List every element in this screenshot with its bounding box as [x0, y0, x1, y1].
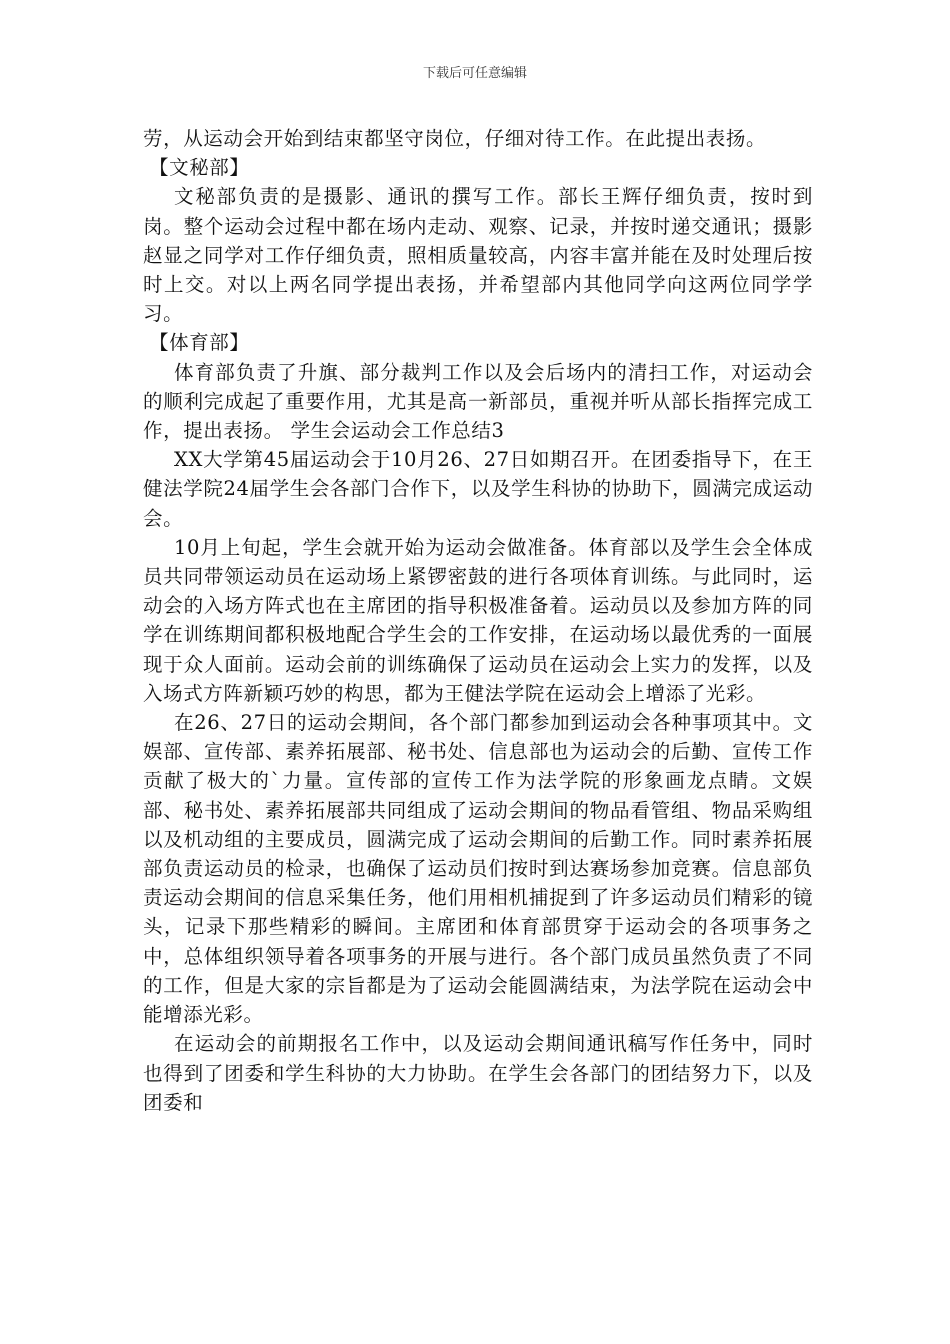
paragraph-registration: 在运动会的前期报名工作中，以及运动会期间通讯稿写作任务中，同时也得到了团委和学生科协的大力协助。在学生会各部门的团结努力下，以及团委和 [143, 1032, 813, 1114]
paragraph-continuation: 劳，从运动会开始到结束都坚守岗位，仔细对待工作。在此提出表扬。 [143, 127, 767, 150]
section-heading-wenmi: 【文秘部】 [149, 156, 250, 180]
paragraph-during-meet: 在26、27日的运动会期间，各个部门都参加到运动会各种事项其中。文娱部、宣传部、素养拓展部、秘书处、信息部也为运动会的后勤、宣传工作贡献了极大的`力量。宣传部的宣传工作为法学院的形象画龙点睛。文娱部、秘书处、素养拓展部共同组成了运动会期间的物品看管组、物品采购组以及机动组的主要成员，圆满完成了运动会期间的后勤工作。同时素养拓展部负责运动员的检录，也确保了运动员们按时到达赛场参加竞赛。信息部负责运动会期间的信息采集任务，他们用相机捕捉到了许多运动员们精彩的镜头，记录下那些精彩的瞬间。主席团和体育部贯穿于运动会的各项事务之中，总体组织领导着各项事务的开展与进行。各个部门成员虽然负责了不同的工作，但是大家的宗旨都是为了运动会能圆满结束，为法学院在运动会中能增添光彩。 [143, 711, 813, 1027]
paragraph-preparation: 10月上旬起，学生会就开始为运动会做准备。体育部以及学生会全体成员共同带领运动员在运动场上紧锣密鼓的进行各项体育训练。与此同时，运动会的入场方阵式也在主席团的指导积极准备着。运动员以及参加方阵的同学在训练期间都积极地配合学生会的工作安排，在运动场以最优秀的一面展现于众人面前。运动会前的训练确保了运动员在运动会上实力的发挥，以及入场式方阵新颖巧妙的构思，都为王健法学院在运动会上增添了光彩。 [143, 535, 813, 705]
paragraph-tiyu: 体育部负责了升旗、部分裁判工作以及会后场内的清扫工作，对运动会的顺利完成起了重要作用，尤其是高一新部员，重视并听从部长指挥完成工作，提出表扬。 学生会运动会工作总结3 [143, 360, 813, 443]
section-heading-tiyu: 【体育部】 [149, 331, 250, 355]
paragraph-wenmi: 文秘部负责的是摄影、通讯的撰写工作。部长王辉仔细负责，按时到岗。整个运动会过程中都在场内走动、观察、记录，并按时递交通讯；摄影赵显之同学对工作仔细负责，照相质量较高，内容丰富并能在及时处理后按时上交。对以上两名同学提出表扬，并希望部内其他同学向这两位同学学习。 [143, 185, 813, 326]
paragraph-intro: XX大学第45届运动会于10月26、27日如期召开。在团委指导下，在王健法学院24届学生会各部门合作下，以及学生科协的协助下，圆满完成运动会。 [143, 448, 813, 530]
page-header-note: 下载后可任意编辑 [422, 66, 527, 81]
document-body [143, 124, 813, 1117]
